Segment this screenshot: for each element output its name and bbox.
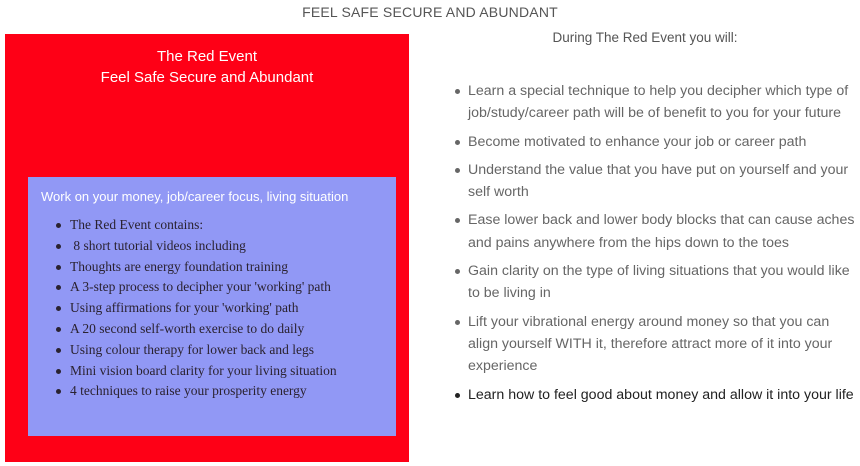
contents-list-item: Using affirmations for your 'working' path [70,298,337,319]
benefits-heading: During The Red Event you will: [552,30,738,45]
red-event-panel [5,34,409,462]
contents-list [28,215,337,402]
benefit-item: Learn how to feel good about money and allow it into your life [468,384,860,406]
contents-list-item: The Red Event contains: [70,215,337,236]
page-title: FEEL SAFE SECURE AND ABUNDANT [302,4,558,20]
benefit-item: Ease lower back and lower body blocks that can cause aches and pains anywhere from the hips down to the toes [468,209,860,254]
benefit-item: Learn a special technique to help you decipher which type of job/study/career path will be of benefit to you for your future [468,80,860,125]
contents-list-item: Thoughts are energy foundation training [70,257,337,278]
benefit-item: Lift your vibrational energy around money so that you can align yourself WITH it, therefore attract more of it into your experience [468,311,860,378]
benefit-item: Understand the value that you have put on yourself and your self worth [468,159,860,204]
contents-list-item: 8 short tutorial videos including [70,236,337,257]
red-event-title-line2: Feel Safe Secure and Abundant [100,69,314,86]
red-event-title [5,46,409,88]
contents-list-item: 4 techniques to raise your prosperity energy [70,381,337,402]
contents-list-item: A 20 second self-worth exercise to do daily [70,319,337,340]
contents-box [28,177,396,436]
contents-list-item: A 3-step process to decipher your 'working' path [70,277,337,298]
benefit-item: Become motivated to enhance your job or career path [468,131,860,153]
red-event-title-line1: The Red Event [156,48,258,65]
benefits-list [468,80,860,412]
contents-list-item: Using colour therapy for lower back and legs [70,340,337,361]
benefit-item: Gain clarity on the type of living situations that you would like to be living in [468,260,860,305]
contents-list-item: Mini vision board clarity for your living situation [70,361,337,382]
contents-box-heading: Work on your money, job/career focus, living situation [41,189,349,204]
